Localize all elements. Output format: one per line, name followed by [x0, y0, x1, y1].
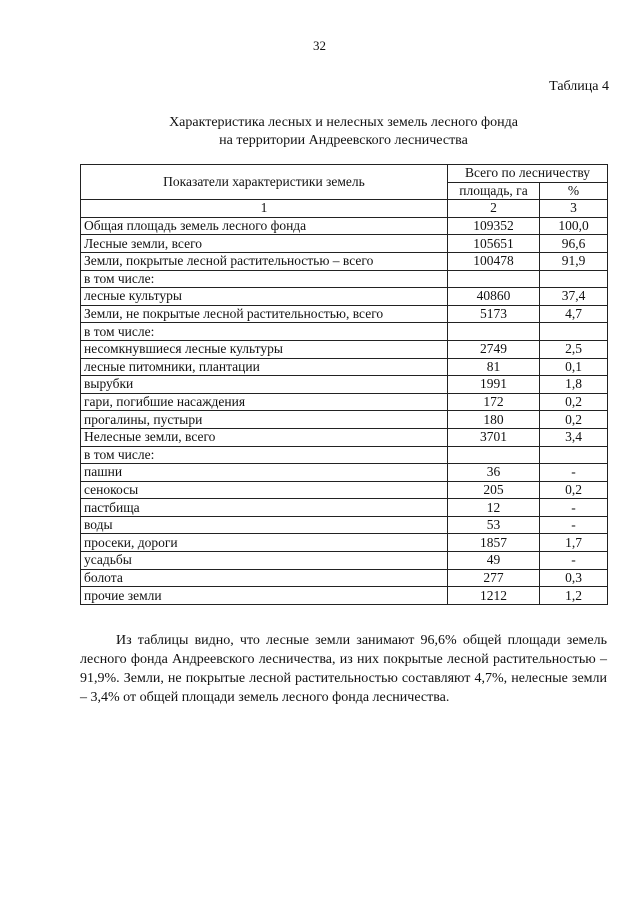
- table-title-line-1: Характеристика лесных и нелесных земель лесного фонда: [169, 115, 518, 130]
- table-label: Таблица 4: [549, 79, 609, 94]
- table-row: [81, 305, 608, 323]
- land-category-cell: вырубки: [81, 376, 448, 394]
- table-row: [81, 340, 608, 358]
- percent-cell: 0,2: [540, 481, 608, 499]
- table-title: [80, 114, 607, 150]
- table-row: [81, 446, 608, 464]
- percent-column-header: %: [540, 182, 608, 200]
- table-row: [81, 481, 608, 499]
- table-row: [81, 534, 608, 552]
- area-ha-cell: 81: [448, 358, 540, 376]
- percent-cell: 2,5: [540, 340, 608, 358]
- land-category-cell: просеки, дороги: [81, 534, 448, 552]
- area-ha-cell: 180: [448, 411, 540, 429]
- table-row: [81, 270, 608, 288]
- land-category-cell: гари, погибшие насаждения: [81, 393, 448, 411]
- column-number-3: 3: [540, 200, 608, 218]
- percent-cell: 96,6: [540, 235, 608, 253]
- area-ha-cell: [448, 323, 540, 341]
- area-ha-cell: 36: [448, 464, 540, 482]
- area-ha-cell: [448, 446, 540, 464]
- area-ha-cell: 40860: [448, 288, 540, 306]
- area-ha-cell: 277: [448, 569, 540, 587]
- table-row: [81, 552, 608, 570]
- land-category-cell: лесные культуры: [81, 288, 448, 306]
- land-category-cell: усадьбы: [81, 552, 448, 570]
- table-title-line-2: на территории Андреевского лесничества: [219, 133, 468, 148]
- percent-cell: 91,9: [540, 252, 608, 270]
- table-row: [81, 587, 608, 605]
- percent-cell: 1,7: [540, 534, 608, 552]
- percent-cell: 1,8: [540, 376, 608, 394]
- percent-cell: [540, 323, 608, 341]
- land-category-cell: в том числе:: [81, 323, 448, 341]
- land-category-cell: прочие земли: [81, 587, 448, 605]
- percent-cell: 0,1: [540, 358, 608, 376]
- land-category-cell: сенокосы: [81, 481, 448, 499]
- percent-cell: 0,2: [540, 411, 608, 429]
- area-ha-cell: 53: [448, 516, 540, 534]
- column-number-2: 2: [448, 200, 540, 218]
- land-category-cell: Земли, покрытые лесной растительностью – всего: [81, 252, 448, 270]
- land-category-cell: прогалины, пустыри: [81, 411, 448, 429]
- land-category-cell: пастбища: [81, 499, 448, 517]
- table-row: [81, 428, 608, 446]
- table-row: [81, 288, 608, 306]
- area-ha-cell: 100478: [448, 252, 540, 270]
- total-group-header: Всего по лесничеству: [448, 165, 608, 183]
- area-ha-cell: 1857: [448, 534, 540, 552]
- table-row: [81, 358, 608, 376]
- percent-cell: 100,0: [540, 217, 608, 235]
- area-ha-cell: 3701: [448, 428, 540, 446]
- table-row: [81, 499, 608, 517]
- area-ha-cell: 172: [448, 393, 540, 411]
- table-row: [81, 235, 608, 253]
- percent-cell: 37,4: [540, 288, 608, 306]
- land-category-cell: Земли, не покрытые лесной растительностью, всего: [81, 305, 448, 323]
- area-ha-cell: 49: [448, 552, 540, 570]
- indicators-column-header: Показатели характеристики земель: [81, 165, 448, 200]
- percent-cell: 0,2: [540, 393, 608, 411]
- land-category-cell: Нелесные земли, всего: [81, 428, 448, 446]
- conclusion-paragraph: Из таблицы видно, что лесные земли занимают 96,6% общей площади земель лесного фонда Андреевского лесничества, из них покрытые лесной растительностью – 91,9%. Земли, не покрытые лесной растительностью составляют 4,7%, нелесные земли – 3,4% от общей площади земель лесного фонда лесничества.: [80, 633, 607, 705]
- column-number-1: 1: [81, 200, 448, 218]
- percent-cell: [540, 270, 608, 288]
- area-ha-cell: [448, 270, 540, 288]
- area-ha-cell: 105651: [448, 235, 540, 253]
- land-category-cell: в том числе:: [81, 446, 448, 464]
- area-ha-cell: 5173: [448, 305, 540, 323]
- percent-cell: 4,7: [540, 305, 608, 323]
- land-category-cell: Общая площадь земель лесного фонда: [81, 217, 448, 235]
- land-category-cell: Лесные земли, всего: [81, 235, 448, 253]
- table-row: [81, 393, 608, 411]
- table-row: [81, 376, 608, 394]
- land-category-cell: воды: [81, 516, 448, 534]
- percent-cell: -: [540, 552, 608, 570]
- percent-cell: [540, 446, 608, 464]
- table-body: [81, 217, 608, 604]
- table-row: [81, 569, 608, 587]
- table-row: [81, 464, 608, 482]
- land-category-cell: несомкнувшиеся лесные культуры: [81, 340, 448, 358]
- table-row: [81, 411, 608, 429]
- percent-cell: 1,2: [540, 587, 608, 605]
- area-ha-cell: 109352: [448, 217, 540, 235]
- land-characteristics-table: [80, 164, 608, 605]
- page-number: 32: [313, 38, 326, 53]
- table-row: [81, 516, 608, 534]
- percent-cell: -: [540, 499, 608, 517]
- table-row: [81, 323, 608, 341]
- area-column-header: площадь, га: [448, 182, 540, 200]
- percent-cell: -: [540, 464, 608, 482]
- land-category-cell: болота: [81, 569, 448, 587]
- area-ha-cell: 12: [448, 499, 540, 517]
- area-ha-cell: 1212: [448, 587, 540, 605]
- land-category-cell: пашни: [81, 464, 448, 482]
- percent-cell: 3,4: [540, 428, 608, 446]
- table-row: [81, 252, 608, 270]
- percent-cell: 0,3: [540, 569, 608, 587]
- area-ha-cell: 2749: [448, 340, 540, 358]
- land-category-cell: в том числе:: [81, 270, 448, 288]
- land-category-cell: лесные питомники, плантации: [81, 358, 448, 376]
- percent-cell: -: [540, 516, 608, 534]
- area-ha-cell: 1991: [448, 376, 540, 394]
- table-row: [81, 217, 608, 235]
- area-ha-cell: 205: [448, 481, 540, 499]
